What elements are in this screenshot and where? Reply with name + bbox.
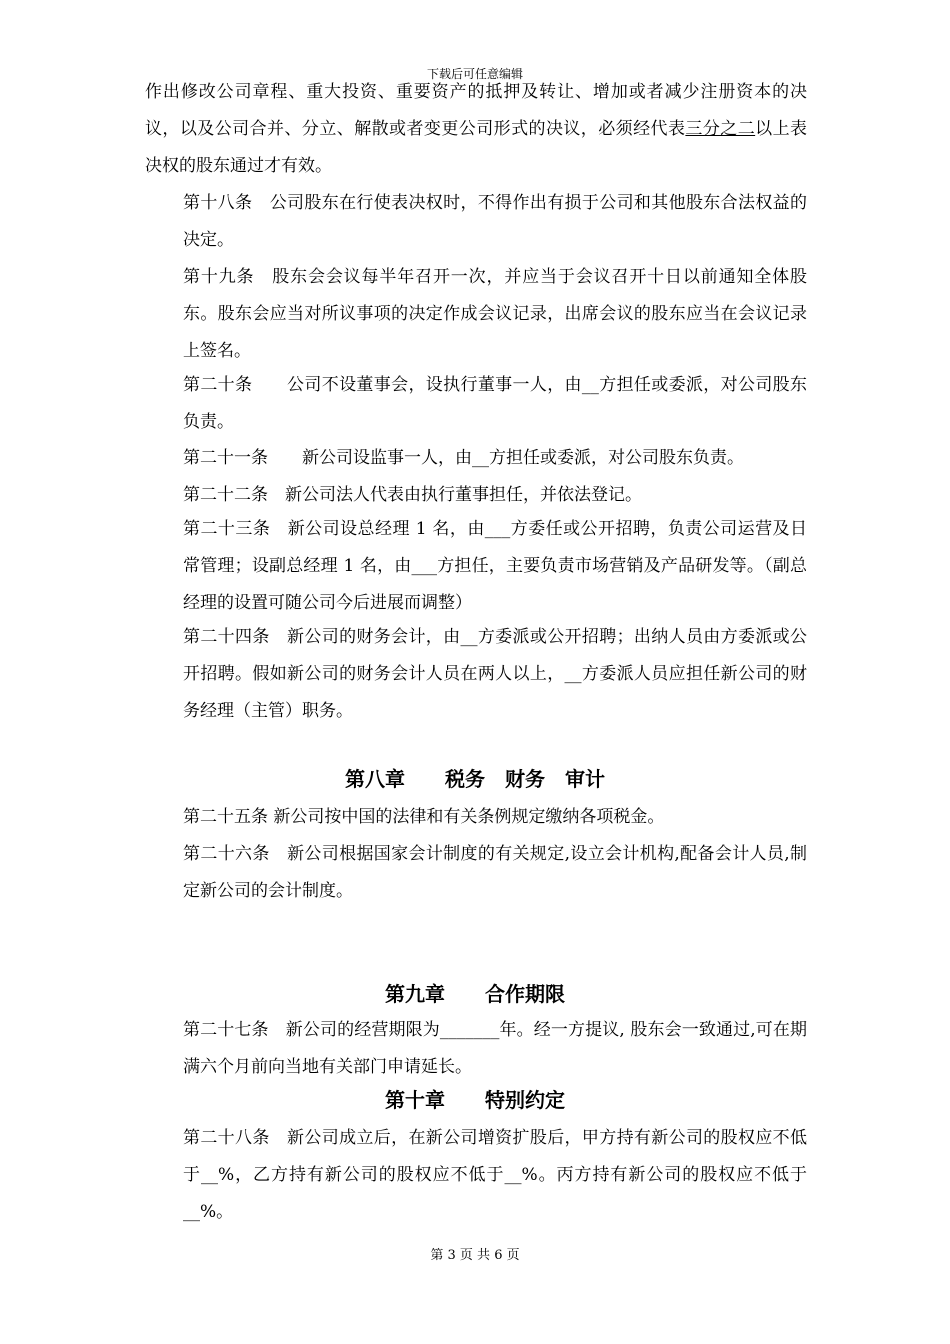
- article-17-text-a: 作出修改公司章程、重大投资、重要资产的抵押及转让、增加或者减少注册资本的决议，以及公司合并、分立、解散或者变更公司形式的决议，必须经代表: [145, 82, 807, 139]
- article-18: 第十八条 公司股东在行使表决权时，不得作出有损于公司和其他股东合法权益的决定。: [183, 193, 807, 250]
- chapter-10-heading: 第十章 特别约定: [385, 1088, 565, 1112]
- chapter-9-heading: 第九章 合作期限: [385, 982, 565, 1006]
- article-17-text-b: 以上表决权的股东通过才有效。: [145, 119, 808, 176]
- chapter-8-heading: 第八章 税务 财务 审计: [345, 767, 605, 791]
- article-28: 第二十八条 新公司成立后，在新公司增资扩股后，甲方持有新公司的股权应不低于__%，乙方持有新公司的股权应不低于__%。丙方持有新公司的股权应不低于__%。: [183, 1128, 807, 1222]
- article-19: 第十九条 股东会会议每半年召开一次，并应当于会议召开十日以前通知全体股东。股东会应当对所议事项的决定作成会议记录，出席会议的股东应当在会议记录上签名。: [183, 267, 807, 361]
- article-17-underlined: 三分之二: [685, 119, 756, 139]
- article-21: 第二十一条 新公司设监事一人，由__方担任或委派，对公司股东负责。: [183, 448, 744, 468]
- article-22: 第二十二条 新公司法人代表由执行董事担任，并依法登记。: [183, 485, 642, 505]
- page-header: 下载后可任意编辑: [426, 67, 523, 81]
- article-25: 第二十五条 新公司按中国的法律和有关条例规定缴纳各项税金。: [183, 807, 665, 827]
- article-27: 第二十七条 新公司的经营期限为_______年。经一方提议, 股东会一致通过,可在期满六个月前向当地有关部门申请延长。: [183, 1020, 807, 1077]
- article-26: 第二十六条 新公司根据国家会计制度的有关规定,设立会计机构,配备会计人员,制定新公司的会计制度。: [183, 844, 807, 901]
- article-20: 第二十条 公司不设董事会，设执行董事一人，由__方担任或委派，对公司股东负责。: [183, 375, 807, 432]
- article-17-continued: [145, 74, 807, 185]
- article-23: 第二十三条 新公司设总经理 1 名，由___方委任或公开招聘，负责公司运营及日常管理；设副总经理 1 名，由___方担任，主要负责市场营销及产品研发等。（副总经理的设置可随公司今后进展而调整）: [183, 519, 807, 613]
- article-24: 第二十四条 新公司的财务会计，由__方委派或公开招聘；出纳人员由方委派或公开招聘。假如新公司的财务会计人员在两人以上，__方委派人员应担任新公司的财务经理（主管）职务。: [183, 627, 807, 721]
- page-footer: 第 3 页 共 6 页: [430, 1248, 520, 1263]
